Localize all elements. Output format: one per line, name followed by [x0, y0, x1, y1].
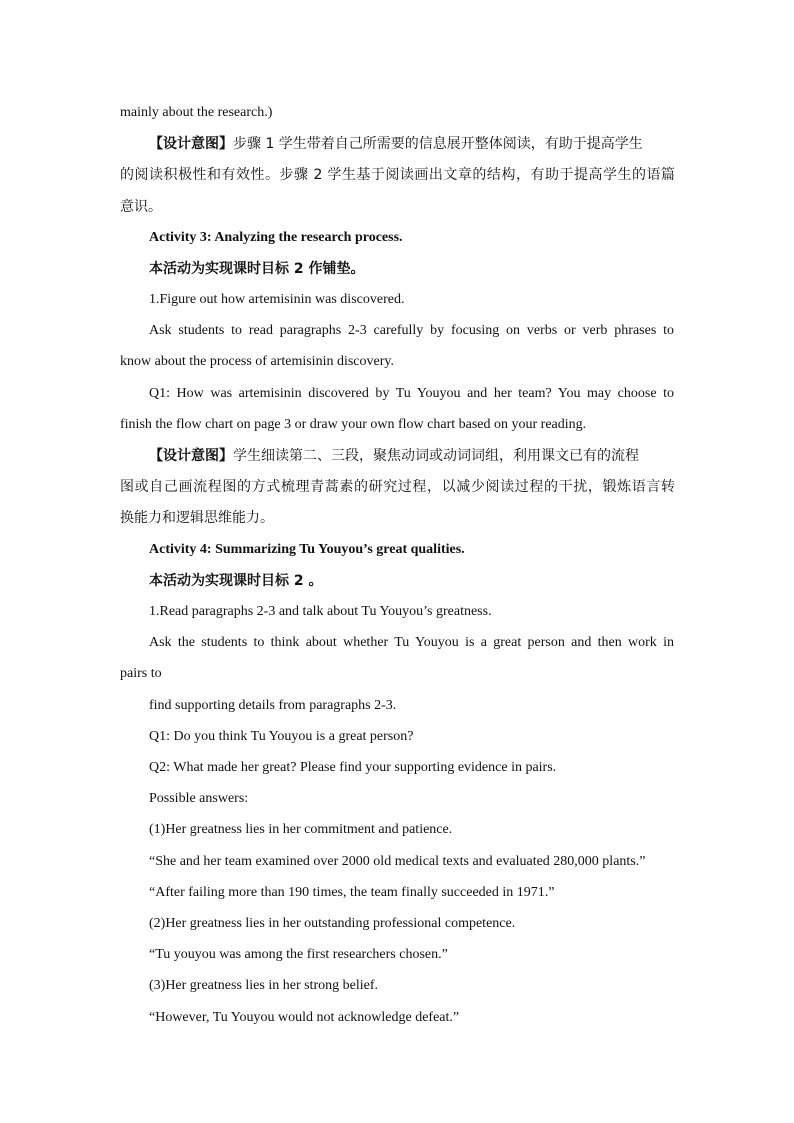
design-intent-label: 【设计意图】	[149, 136, 233, 152]
paragraph-line: 换能力和逻辑思维能力。	[120, 510, 274, 526]
design-intent-label: 【设计意图】	[149, 448, 233, 464]
paragraph-line: find supporting details from paragraphs 2-3.	[149, 698, 397, 713]
answers-heading: Possible answers:	[149, 791, 249, 806]
paragraph-line: finish the flow chart on page 3 or draw your own flow chart based on your reading.	[120, 417, 587, 432]
paragraph-line: Ask the students to think about whether Tu Youyou is a great person and then work in	[149, 635, 674, 650]
paragraph-line: Ask students to read paragraphs 2-3 carefully by focusing on verbs or verb phrases to	[149, 323, 674, 338]
activity-4-goal: 本活动为实现课时目标 2 。	[149, 573, 323, 589]
quote-line: “However, Tu Youyou would not acknowledge defeat.”	[149, 1010, 460, 1025]
answer-point: (1)Her greatness lies in her commitment and patience.	[149, 822, 453, 837]
design-intent-line	[149, 447, 639, 465]
quote-line: “After failing more than 190 times, the team finally succeeded in 1971.”	[149, 885, 555, 900]
answer-point: (2)Her greatness lies in her outstanding professional competence.	[149, 916, 516, 931]
task-heading: 1.Figure out how artemisinin was discovered.	[149, 292, 405, 307]
paragraph-line: 图或自己画流程图的方式梳理青蒿素的研究过程，以减少阅读过程的干扰，锻炼语言转	[120, 479, 675, 495]
paragraph-line: know about the process of artemisinin discovery.	[120, 354, 394, 369]
activity-3-goal: 本活动为实现课时目标 2 作铺垫。	[149, 261, 365, 277]
paragraph-line: mainly about the research.)	[120, 105, 273, 120]
paragraph-line: 的阅读积极性和有效性。步骤 2 学生基于阅读画出文章的结构，有助于提高学生的语篇	[120, 167, 675, 183]
question-line: Q1: Do you think Tu Youyou is a great person?	[149, 729, 414, 744]
paragraph-line: 意识。	[120, 199, 162, 215]
activity-3-heading: Activity 3: Analyzing the research process.	[149, 230, 403, 245]
paragraph-line: pairs to	[120, 666, 162, 681]
answer-point: (3)Her greatness lies in her strong belief.	[149, 978, 378, 993]
design-intent-text: 学生细读第二、三段，聚焦动词或动词词组，利用课文已有的流程	[233, 448, 639, 464]
design-intent-text: 步骤 1 学生带着自己所需要的信息展开整体阅读，有助于提高学生	[233, 136, 643, 152]
question-line: Q2: What made her great? Please find your supporting evidence in pairs.	[149, 760, 557, 775]
task-heading: 1.Read paragraphs 2-3 and talk about Tu Youyou’s greatness.	[149, 604, 492, 619]
question-line: Q1: How was artemisinin discovered by Tu Youyou and her team? You may choose to	[149, 386, 674, 401]
quote-line: “She and her team examined over 2000 old medical texts and evaluated 280,000 plants.”	[149, 854, 646, 869]
quote-line: “Tu youyou was among the first researchers chosen.”	[149, 947, 448, 962]
design-intent-line	[149, 135, 643, 153]
activity-4-heading: Activity 4: Summarizing Tu Youyou’s great qualities.	[149, 542, 465, 557]
